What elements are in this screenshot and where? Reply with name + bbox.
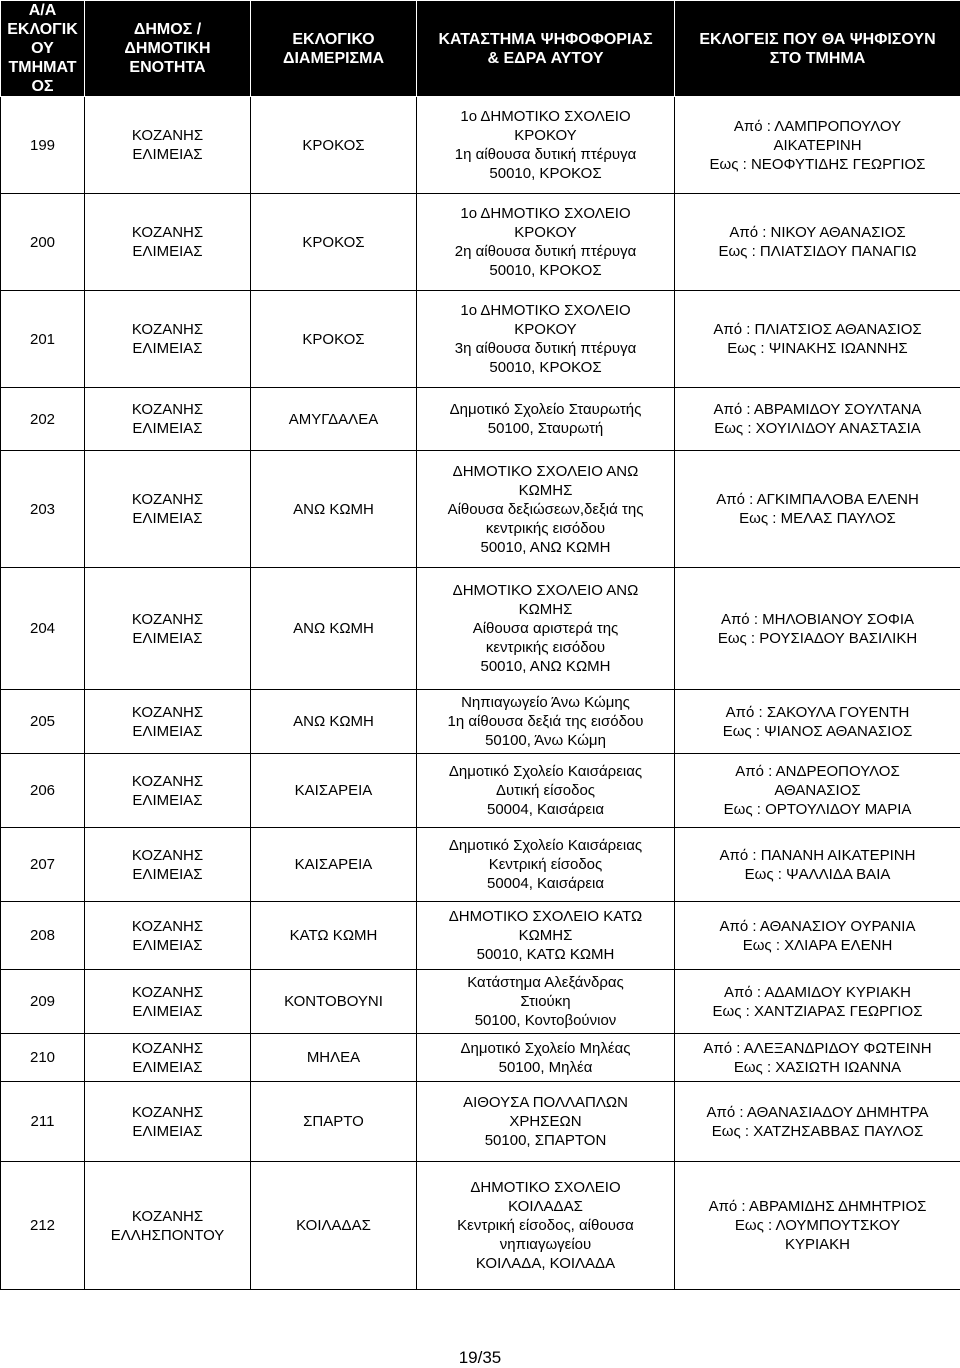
district-cell: ΑΝΩ ΚΩΜΗ [251, 451, 417, 568]
table-row [1, 97, 960, 194]
municipality-cell: ΚΟΖΑΝΗΣ ΕΛΙΜΕΙΑΣ [85, 754, 251, 828]
section-number-cell: 206 [1, 754, 85, 828]
district-cell: ΚΑΤΩ ΚΩΜΗ [251, 902, 417, 970]
municipality-cell: ΚΟΖΑΝΗΣ ΕΛΙΜΕΙΑΣ [85, 97, 251, 194]
polling-station-cell: 1ο ΔΗΜΟΤΙΚΟ ΣΧΟΛΕΙΟ ΚΡΟΚΟΥ 2η αίθουσα δυτική πτέρυγα 50010, ΚΡΟΚΟΣ [417, 194, 675, 291]
municipality-cell: ΚΟΖΑΝΗΣ ΕΛΙΜΕΙΑΣ [85, 1082, 251, 1162]
municipality-cell: ΚΟΖΑΝΗΣ ΕΛΙΜΕΙΑΣ [85, 902, 251, 970]
section-number-cell: 208 [1, 902, 85, 970]
polling-station-cell: Δημοτικό Σχολείο Σταυρωτής 50100, Σταυρωτή [417, 388, 675, 451]
table-row [1, 194, 960, 291]
municipality-cell: ΚΟΖΑΝΗΣ ΕΛΙΜΕΙΑΣ [85, 451, 251, 568]
voters-cell: Από : ΑΔΑΜΙΔΟΥ ΚΥΡΙΑΚΗ Εως : ΧΑΝΤΖΙΑΡΑΣ ΓΕΩΡΓΙΟΣ [675, 970, 960, 1034]
table-row [1, 451, 960, 568]
voters-cell: Από : ΝΙΚΟΥ ΑΘΑΝΑΣΙΟΣ Εως : ΠΛΙΑΤΣΙΔΟΥ ΠΑΝΑΓΙΩ [675, 194, 960, 291]
polling-station-cell: Δημοτικό Σχολείο Καισάρειας Κεντρική είσοδος 50004, Καισάρεια [417, 828, 675, 902]
voters-cell: Από : ΑΒΡΑΜΙΔΟΥ ΣΟΥΛΤΑΝΑ Εως : ΧΟΥΙΛΙΔΟΥ ΑΝΑΣΤΑΣΙΑ [675, 388, 960, 451]
voters-cell: Από : ΣΑΚΟΥΛΑ ΓΟΥΕΝΤΗ Εως : ΨΙΑΝΟΣ ΑΘΑΝΑΣΙΟΣ [675, 690, 960, 754]
municipality-cell: ΚΟΖΑΝΗΣ ΕΛΙΜΕΙΑΣ [85, 828, 251, 902]
header-municipality: ΔΗΜΟΣ / ΔΗΜΟΤΙΚΗ ΕΝΟΤΗΤΑ [85, 1, 251, 97]
header-voters: ΕΚΛΟΓΕΙΣ ΠΟΥ ΘΑ ΨΗΦΙΣΟΥΝ ΣΤΟ ΤΜΗΜΑ [675, 1, 960, 97]
polling-station-cell: Δημοτικό Σχολείο Καισάρειας Δυτική είσοδος 50004, Καισάρεια [417, 754, 675, 828]
table-row [1, 970, 960, 1034]
polling-station-cell: Δημοτικό Σχολείο Μηλέας 50100, Μηλέα [417, 1034, 675, 1082]
polling-station-cell: 1ο ΔΗΜΟΤΙΚΟ ΣΧΟΛΕΙΟ ΚΡΟΚΟΥ 1η αίθουσα δυτική πτέρυγα 50010, ΚΡΟΚΟΣ [417, 97, 675, 194]
page-number: 19/35 [458, 1348, 502, 1367]
table-row [1, 754, 960, 828]
polling-station-cell: Νηπιαγωγείο Άνω Κώμης 1η αίθουσα δεξιά της εισόδου 50100, Άνω Κώμη [417, 690, 675, 754]
section-number-cell: 201 [1, 291, 85, 388]
table-header-row [1, 1, 960, 97]
municipality-cell: ΚΟΖΑΝΗΣ ΕΛΙΜΕΙΑΣ [85, 690, 251, 754]
polling-station-cell: ΔΗΜΟΤΙΚΟ ΣΧΟΛΕΙΟ ΑΝΩ ΚΩΜΗΣ Αίθουσα αριστερά της κεντρικής εισόδου 50010, ΑΝΩ ΚΩΜΗ [417, 568, 675, 690]
municipality-cell: ΚΟΖΑΝΗΣ ΕΛΛΗΣΠΟΝΤΟΥ [85, 1162, 251, 1290]
section-number-cell: 202 [1, 388, 85, 451]
municipality-cell: ΚΟΖΑΝΗΣ ΕΛΙΜΕΙΑΣ [85, 568, 251, 690]
section-number-cell: 200 [1, 194, 85, 291]
table-row [1, 291, 960, 388]
municipality-cell: ΚΟΖΑΝΗΣ ΕΛΙΜΕΙΑΣ [85, 194, 251, 291]
district-cell: ΑΝΩ ΚΩΜΗ [251, 690, 417, 754]
district-cell: ΚΡΟΚΟΣ [251, 97, 417, 194]
section-number-cell: 203 [1, 451, 85, 568]
district-cell: ΚΡΟΚΟΣ [251, 291, 417, 388]
voters-cell: Από : ΠΑΝΑΝΗ ΑΙΚΑΤΕΡΙΝΗ Εως : ΨΑΛΛΙΔΑ ΒΑΙΑ [675, 828, 960, 902]
voters-cell: Από : ΛΑΜΠΡΟΠΟΥΛΟΥ ΑΙΚΑΤΕΡΙΝΗ Εως : ΝΕΟΦΥΤΙΔΗΣ ΓΕΩΡΓΙΟΣ [675, 97, 960, 194]
voters-cell: Από : ΑΘΑΝΑΣΙΑΔΟΥ ΔΗΜΗΤΡΑ Εως : ΧΑΤΖΗΣΑΒΒΑΣ ΠΑΥΛΟΣ [675, 1082, 960, 1162]
district-cell: ΚΑΙΣΑΡΕΙΑ [251, 754, 417, 828]
voters-cell: Από : ΠΛΙΑΤΣΙΟΣ ΑΘΑΝΑΣΙΟΣ Εως : ΨΙΝΑΚΗΣ ΙΩΑΝΝΗΣ [675, 291, 960, 388]
section-number-cell: 209 [1, 970, 85, 1034]
table-row [1, 1162, 960, 1290]
section-number-cell: 212 [1, 1162, 85, 1290]
section-number-cell: 207 [1, 828, 85, 902]
section-number-cell: 199 [1, 97, 85, 194]
polling-station-cell: ΔΗΜΟΤΙΚΟ ΣΧΟΛΕΙΟ ΚΑΤΩ ΚΩΜΗΣ 50010, ΚΑΤΩ ΚΩΜΗ [417, 902, 675, 970]
table-row [1, 388, 960, 451]
header-electoral-district: ΕΚΛΟΓΙΚΟ ΔΙΑΜΕΡΙΣΜΑ [251, 1, 417, 97]
header-polling-station: ΚΑΤΑΣΤΗΜΑ ΨΗΦΟΦΟΡΙΑΣ & ΕΔΡΑ ΑΥΤΟΥ [417, 1, 675, 97]
table-row [1, 828, 960, 902]
district-cell: ΚΑΙΣΑΡΕΙΑ [251, 828, 417, 902]
section-number-cell: 204 [1, 568, 85, 690]
municipality-cell: ΚΟΖΑΝΗΣ ΕΛΙΜΕΙΑΣ [85, 1034, 251, 1082]
table-row [1, 568, 960, 690]
section-number-cell: 205 [1, 690, 85, 754]
municipality-cell: ΚΟΖΑΝΗΣ ΕΛΙΜΕΙΑΣ [85, 291, 251, 388]
district-cell: ΑΜΥΓΔΑΛΕΑ [251, 388, 417, 451]
polling-station-cell: Κατάστημα Αλεξάνδρας Στιούκη 50100, Κοντοβούνιον [417, 970, 675, 1034]
table-row [1, 902, 960, 970]
voters-cell: Από : ΑΓΚΙΜΠΑΛΟΒΑ ΕΛΕΝΗ Εως : ΜΕΛΑΣ ΠΑΥΛΟΣ [675, 451, 960, 568]
polling-station-cell: ΔΗΜΟΤΙΚΟ ΣΧΟΛΕΙΟ ΚΟΙΛΑΔΑΣ Κεντρική είσοδος, αίθουσα νηπιαγωγείου ΚΟΙΛΑΔΑ, ΚΟΙΛΑΔΑ [417, 1162, 675, 1290]
polling-station-cell: ΑΙΘΟΥΣΑ ΠΟΛΛΑΠΛΩΝ ΧΡΗΣΕΩΝ 50100, ΣΠΑΡΤΟΝ [417, 1082, 675, 1162]
voters-cell: Από : ΑΛΕΞΑΝΔΡΙΔΟΥ ΦΩΤΕΙΝΗ Εως : ΧΑΣΙΩΤΗ ΙΩΑΝΝΑ [675, 1034, 960, 1082]
district-cell: ΑΝΩ ΚΩΜΗ [251, 568, 417, 690]
table-row [1, 1034, 960, 1082]
voters-cell: Από : ΑΝΔΡΕΟΠΟΥΛΟΣ ΑΘΑΝΑΣΙΟΣ Εως : ΟΡΤΟΥΛΙΔΟΥ ΜΑΡΙΑ [675, 754, 960, 828]
section-number-cell: 211 [1, 1082, 85, 1162]
polling-station-cell: ΔΗΜΟΤΙΚΟ ΣΧΟΛΕΙΟ ΑΝΩ ΚΩΜΗΣ Αίθουσα δεξιώσεων,δεξιά της κεντρικής εισόδου 50010, ΑΝΩ ΚΩΜΗ [417, 451, 675, 568]
district-cell: ΣΠΑΡΤΟ [251, 1082, 417, 1162]
table-row [1, 1082, 960, 1162]
municipality-cell: ΚΟΖΑΝΗΣ ΕΛΙΜΕΙΑΣ [85, 388, 251, 451]
voters-cell: Από : ΑΒΡΑΜΙΔΗΣ ΔΗΜΗΤΡΙΟΣ Εως : ΛΟΥΜΠΟΥΤΣΚΟΥ ΚΥΡΙΑΚΗ [675, 1162, 960, 1290]
district-cell: ΚΟΙΛΑΔΑΣ [251, 1162, 417, 1290]
district-cell: ΚΡΟΚΟΣ [251, 194, 417, 291]
district-cell: ΚΟΝΤΟΒΟΥΝΙ [251, 970, 417, 1034]
section-number-cell: 210 [1, 1034, 85, 1082]
district-cell: ΜΗΛΕΑ [251, 1034, 417, 1082]
voters-cell: Από : ΜΗΛΟΒΙΑΝΟΥ ΣΟΦΙΑ Εως : ΡΟΥΣΙΑΔΟΥ ΒΑΣΙΛΙΚΗ [675, 568, 960, 690]
municipality-cell: ΚΟΖΑΝΗΣ ΕΛΙΜΕΙΑΣ [85, 970, 251, 1034]
voters-cell: Από : ΑΘΑΝΑΣΙΟΥ ΟΥΡΑΝΙΑ Εως : ΧΛΙΑΡΑ ΕΛΕΝΗ [675, 902, 960, 970]
table-row [1, 690, 960, 754]
polling-station-cell: 1ο ΔΗΜΟΤΙΚΟ ΣΧΟΛΕΙΟ ΚΡΟΚΟΥ 3η αίθουσα δυτική πτέρυγα 50010, ΚΡΟΚΟΣ [417, 291, 675, 388]
header-section-number: Α/Α ΕΚΛΟΓΙΚ ΟΥ ΤΜΗΜΑΤ ΟΣ [1, 1, 85, 97]
